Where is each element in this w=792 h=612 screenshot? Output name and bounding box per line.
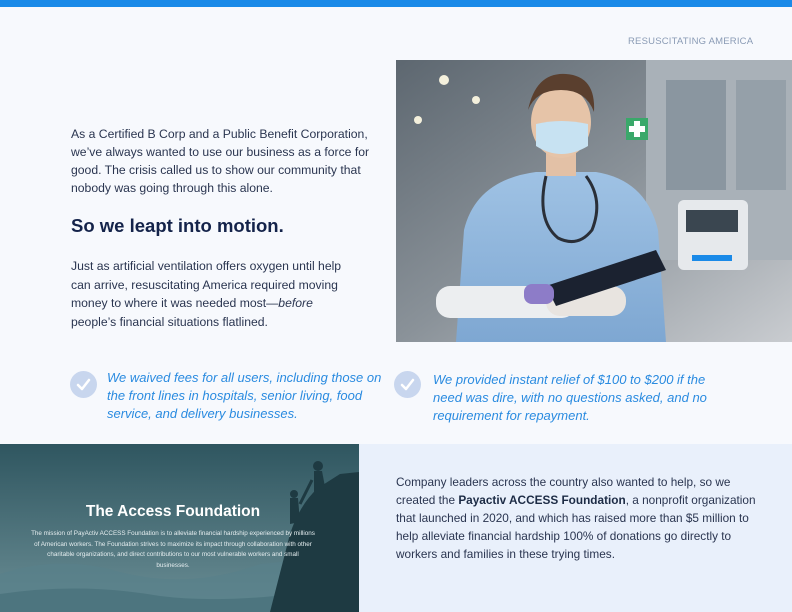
- foundation-title: The Access Foundation: [85, 503, 261, 520]
- callout-fees-waived: We waived fees for all users, including those on the front lines in hospitals, senior living, food service, and delivery businesses.: [107, 370, 382, 421]
- body-text-end: people’s financial situations flatlined.: [71, 314, 268, 329]
- checkmark-icon: [394, 371, 421, 398]
- body-text-start: Just as artificial ventilation offers oxygen until help can arrive, resuscitating America required moving money to where it was needed most—: [71, 259, 342, 310]
- foundation-panel: [0, 444, 359, 612]
- company-paragraph: [396, 473, 766, 563]
- section-heading: So we leapt into motion.: [71, 215, 284, 236]
- top-accent-bar: [0, 0, 792, 7]
- callout-instant-relief: We provided instant relief of $100 to $200 if the need was dire, with no questions asked, and no requirement for repayment.: [433, 372, 707, 423]
- checkmark-icon: [70, 371, 97, 398]
- foundation-mission: The mission of PayActiv ACCESS Foundation is to alleviate financial hardship experienced by millions of American workers. The Foundation strives to maximize its impact through collaboration with other charitable organizations, and direct contributions to our most vulnerable workers and small businesses.: [31, 530, 315, 569]
- body-emphasis: before: [278, 296, 313, 310]
- intro-paragraph: As a Certified B Corp and a Public Benefit Corporation, we’ve always wanted to use our business as a force for good. The crisis called us to show our community that nobody was going through this alone.: [71, 127, 370, 195]
- section-label: RESUSCITATING AMERICA: [628, 36, 754, 47]
- nurse-photo: [396, 60, 792, 342]
- body-paragraph: [71, 257, 361, 331]
- company-text-before: Company leaders across the country also wanted to help, so we created the: [396, 475, 731, 507]
- company-text-after: , a nonprofit organization that launched in 2020, and which has raised more than $5 million to help alleviate financial hardship 100% of donations go directly to workers and families in these trying times.: [396, 493, 756, 561]
- company-foundation-name: Payactiv ACCESS Foundation: [458, 493, 626, 507]
